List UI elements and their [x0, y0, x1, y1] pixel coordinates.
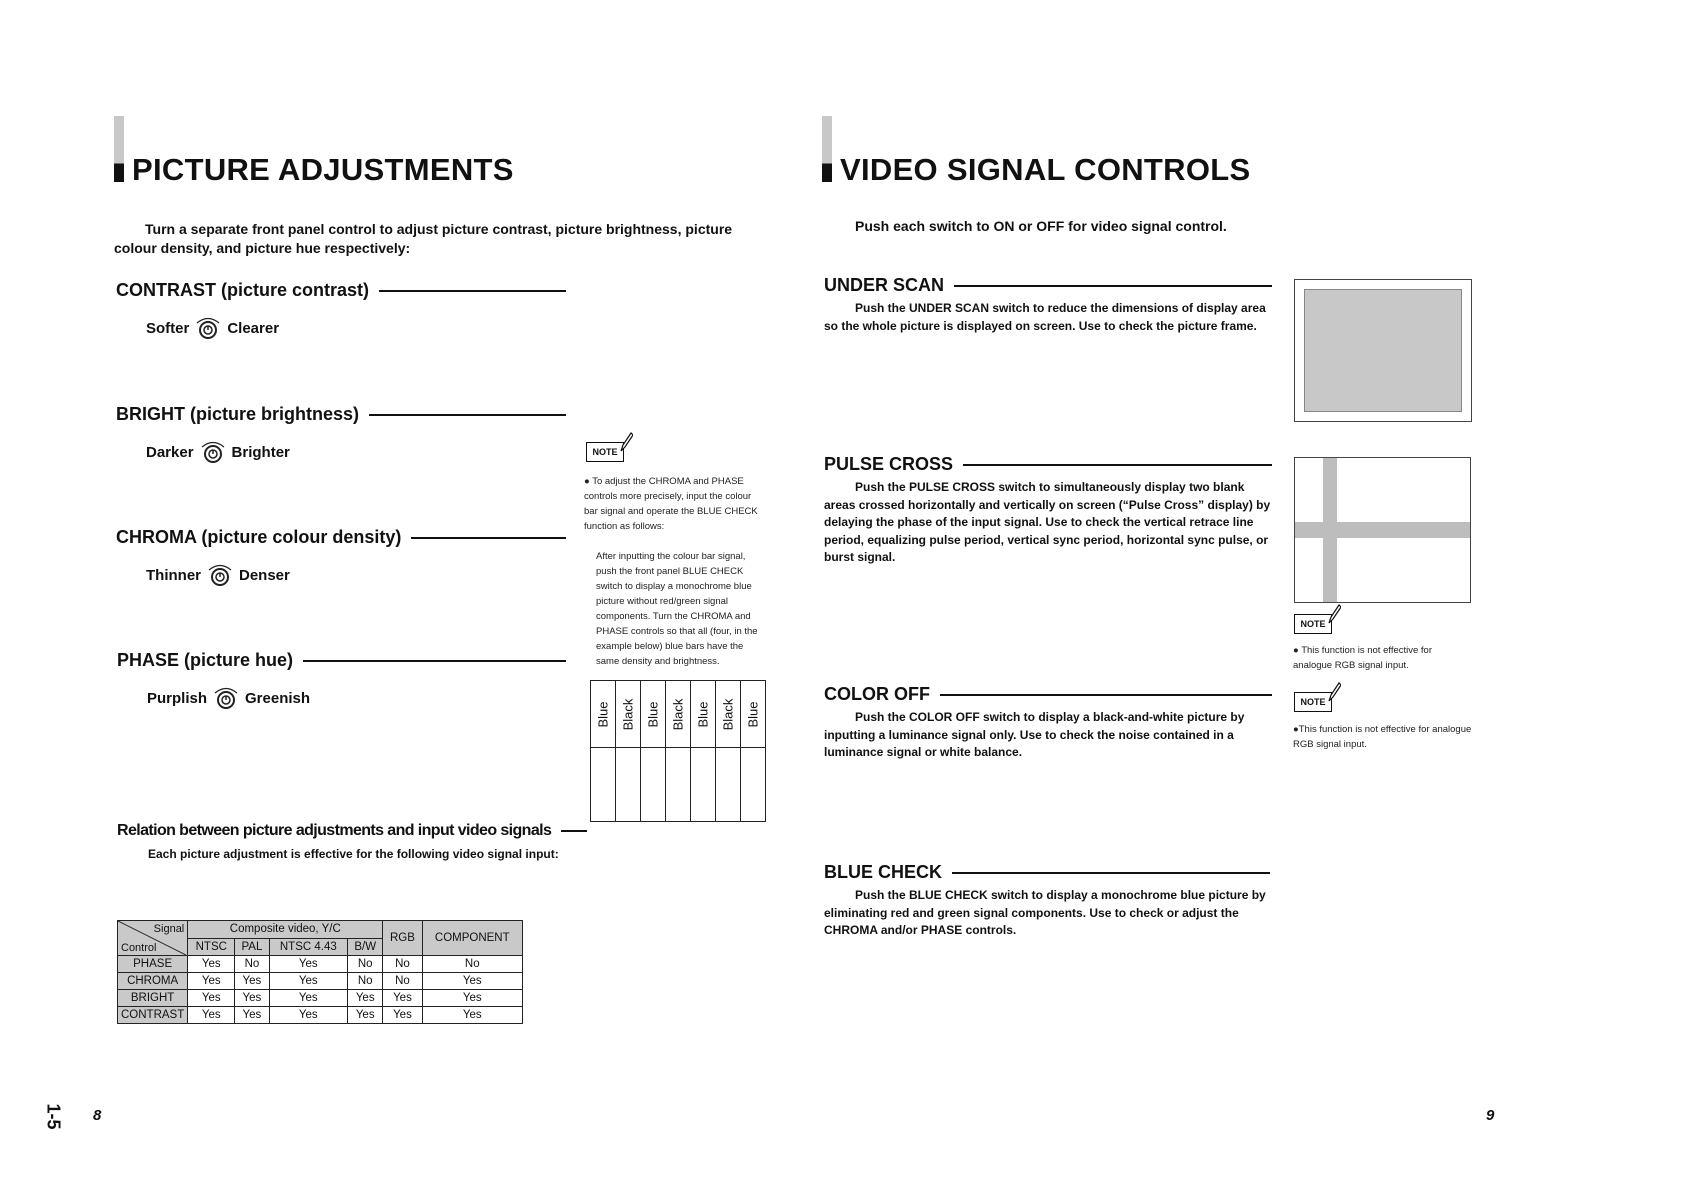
bullet-icon: ● — [1293, 645, 1302, 656]
blue-check-heading: BLUE CHECK — [824, 862, 1270, 883]
chroma-knob-row — [146, 560, 290, 590]
bar-column: Blue — [741, 681, 765, 821]
pulse-cross-horizontal-band — [1295, 522, 1470, 538]
table-corner: Signal Control — [118, 921, 188, 956]
group-header: Composite video, Y/C — [188, 921, 383, 939]
section-marker-bar — [822, 116, 832, 182]
chroma-heading: CHROMA (picture colour density) — [116, 527, 566, 548]
section-marker-bar — [114, 116, 124, 182]
note-badge: NOTE — [586, 442, 624, 462]
contrast-right-label: Clearer — [227, 319, 280, 337]
underscanned-picture — [1304, 289, 1462, 412]
under-scan-heading: UNDER SCAN — [824, 275, 1272, 296]
chroma-knob-icon[interactable] — [205, 560, 235, 590]
pencil-icon — [619, 431, 633, 453]
page-number-left: 8 — [93, 1107, 102, 1124]
note-text: ● This function is not effective for analogue RGB signal input. — [1293, 645, 1432, 671]
bar-column: Black — [666, 681, 691, 821]
relation-heading: Relation between picture adjustments and input video signals — [117, 822, 566, 840]
table-row: BRIGHT Yes Yes Yes Yes Yes Yes — [118, 990, 523, 1007]
note-text-1: ● To adjust the CHROMA and PHASE controls more precisely, input the colour bar signal and operate the BLUE CHECK function as follows: — [584, 476, 758, 532]
intro-text: Push each switch to ON or OFF for video signal control. — [855, 218, 1227, 234]
relation-subtext: Each picture adjustment is effective for the following video signal input: — [148, 847, 559, 861]
signal-table — [117, 920, 523, 1024]
contrast-knob-row — [146, 313, 279, 343]
color-off-heading: COLOR OFF — [824, 684, 1272, 705]
bar-column: Black — [616, 681, 641, 821]
color-off-text: Push the COLOR OFF switch to display a black-and-white picture by inputting a luminance signal only. Use to check the noise contained in a luminance signal or white balance. — [824, 710, 1245, 759]
col-header: NTSC 4.43 — [269, 938, 347, 956]
note-badge: NOTE — [1294, 692, 1332, 712]
bright-knob-row — [146, 437, 290, 467]
page-title: VIDEO SIGNAL CONTROLS — [840, 152, 1251, 187]
bar-column: Blue — [641, 681, 666, 821]
page-number-right: 9 — [1486, 1107, 1495, 1124]
colour-bar-diagram — [590, 680, 766, 822]
col-header: NTSC — [188, 938, 235, 956]
bar-column: Black — [716, 681, 741, 821]
contrast-knob-icon[interactable] — [193, 313, 223, 343]
contrast-left-label: Softer — [146, 319, 190, 337]
bar-column: Blue — [591, 681, 616, 821]
col-header: PAL — [235, 938, 269, 956]
bullet-icon: ● — [584, 476, 593, 487]
col-header: RGB — [383, 921, 422, 956]
table-row: PHASE Yes No Yes No No No — [118, 956, 523, 973]
bright-right-label: Brighter — [231, 443, 290, 461]
chroma-left-label: Thinner — [146, 566, 201, 584]
phase-right-label: Greenish — [245, 689, 311, 707]
bullet-icon: ● — [1293, 724, 1299, 735]
bright-left-label: Darker — [146, 443, 194, 461]
pulse-cross-illustration — [1294, 457, 1471, 603]
chroma-right-label: Denser — [239, 566, 290, 584]
table-row: CONTRAST Yes Yes Yes Yes Yes Yes — [118, 1007, 523, 1024]
note-text: ●This function is not effective for analogue RGB signal input. — [1293, 724, 1472, 750]
under-scan-text: Push the UNDER SCAN switch to reduce the dimensions of display area so the whole picture is displayed on screen. Use to check the picture frame. — [824, 301, 1266, 333]
pulse-cross-heading: PULSE CROSS — [824, 454, 1272, 475]
col-header: COMPONENT — [422, 921, 522, 956]
phase-heading: PHASE (picture hue) — [117, 650, 566, 671]
phase-left-label: Purplish — [147, 689, 208, 707]
note-badge: NOTE — [1294, 614, 1332, 634]
page-title: PICTURE ADJUSTMENTS — [132, 152, 514, 187]
under-scan-illustration — [1294, 279, 1472, 422]
intro-text: Turn a separate front panel control to adjust picture contrast, picture brightness, picture colour density, and picture hue respectively: — [114, 221, 733, 256]
table-row: CHROMA Yes Yes Yes No No Yes — [118, 973, 523, 990]
note-text-2: After inputting the colour bar signal, push the front panel BLUE CHECK switch to display a monochrome blue picture without red/green signal components. Turn the CHROMA and PHASE controls so that all (four, in the example below) blue bars have the same density and brightness. — [596, 551, 758, 667]
phase-knob-row — [147, 683, 310, 713]
col-header: B/W — [348, 938, 383, 956]
phase-knob-icon[interactable] — [211, 683, 241, 713]
side-label: 1-5 — [43, 1103, 64, 1130]
bar-column: Blue — [691, 681, 716, 821]
pulse-cross-text: Push the PULSE CROSS switch to simultaneously display two blank areas crossed horizontally and vertically on screen (“Pulse Cross” display) by delaying the phase of the input signal. Use to check the vertical retrace line period, equalizing pulse period, vertical sync period, horizontal sync pulse, or burst signal. — [824, 480, 1271, 564]
blue-check-text: Push the BLUE CHECK switch to display a monochrome blue picture by eliminating red and green signal components. Use to check or adjust the CHROMA and/or PHASE controls. — [824, 888, 1266, 937]
bright-heading: BRIGHT (picture brightness) — [116, 404, 566, 425]
pencil-icon — [1327, 603, 1341, 625]
contrast-heading: CONTRAST (picture contrast) — [116, 280, 566, 301]
pencil-icon — [1327, 681, 1341, 703]
bright-knob-icon[interactable] — [198, 437, 228, 467]
